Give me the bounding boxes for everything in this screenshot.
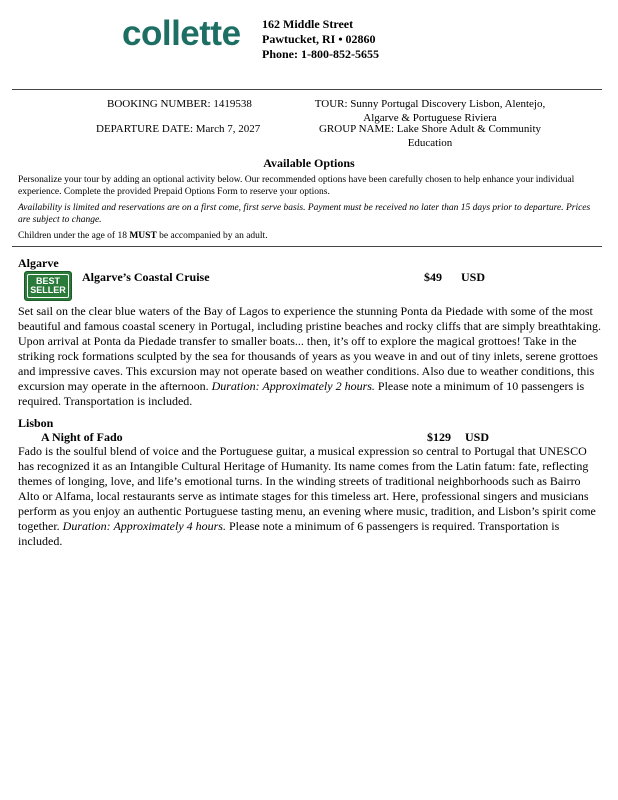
availability-note: Availability is limited and reservations are on a first come, first serve basis. Payment must be received no later than 15 days prior to departure. Prices are subject to change. (18, 203, 591, 225)
section-lisbon: Lisbon (18, 416, 54, 430)
available-options-title: Available Options (263, 156, 355, 170)
activity-name-coastal-cruise: Algarve’s Coastal Cruise (82, 270, 210, 284)
activity-currency-fado: USD (465, 430, 490, 444)
desc-body: Fado is the soulful blend of voice and the Portuguese guitar, a musical expression so central to Portugal that UNESCO has recognized it as an Intangible Cultural Heritage of Humanity. Its name comes from the Latin fatum: fate, reflecting themes of longing, love, and life’s emotional turns. In the winding streets of traditional neighborhoods such as Bairro Alto or Alfama, local restaurants serve as intimate stages for this timeless art. Here, professional singers and musicians perform as you enjoy an authentic Portuguese tasting menu, an evening where music, tradition, and Lisbon’s spirit come together. (18, 444, 596, 533)
section-algarve: Algarve (18, 256, 59, 270)
activity-name-fado: A Night of Fado (41, 430, 123, 444)
children-note-must: MUST (129, 231, 157, 241)
collette-logo (122, 14, 241, 54)
tour-line-2: Algarve & Portuguese Riviera (363, 112, 497, 124)
children-note-pre: Children under the age of 18 (18, 231, 130, 241)
options-intro: Personalize your tour by adding an optional activity below. Our recommended options have been carefully chosen to help enhance your individual experience. Complete the provided Prepaid Options Form to reserve your options. (18, 175, 575, 197)
group-name (300, 122, 560, 150)
desc-tail: Please note a minimum of 6 passengers is required. Transportation is included. (18, 519, 560, 548)
desc-duration: Duration: Approximately 4 hours. (62, 519, 226, 533)
desc-tail: Please note a minimum of 10 passengers is required. Transportation is included. (18, 379, 585, 408)
logo-wordmark: collette (122, 14, 241, 53)
header-divider (12, 89, 602, 90)
address-street: 162 Middle Street (262, 17, 354, 31)
tour-line-1: TOUR: Sunny Portugal Discovery Lisbon, Alentejo, (314, 98, 546, 110)
activity-price-fado: $129 (427, 430, 451, 444)
activity-description-coastal-cruise (18, 304, 604, 409)
booking-number: BOOKING NUMBER: 1419538 (107, 98, 252, 110)
children-note (18, 230, 598, 242)
company-phone: Phone: 1-800-852-5655 (262, 47, 379, 61)
group-line-1: GROUP NAME: Lake Shore Adult & Community (318, 123, 542, 135)
desc-body: Set sail on the clear blue waters of the Bay of Lagos to experience the stunning Ponta da Piedade with some of the most beautiful and famous coastal scenery in Portugal, including pristine beaches and rocky cliffs that are simply breathtaking. Upon arrival at Ponta da Piedade transfer to smaller boats... then, it’s off to explore the magical grottoes! Take in the striking rock formations sculpted by the sea for thousands of years as you weave in and out of tiny inlets, serene grottoes and impressive caves. This excursion may not operate based on weather conditions. Also due to weather conditions, this excursion may operate in the afternoon. (18, 304, 601, 393)
group-line-2: Education (407, 137, 453, 149)
activity-price-coastal-cruise: $49 (424, 270, 442, 284)
activity-description-fado (18, 444, 604, 549)
options-divider (12, 246, 602, 247)
address-city: Pawtucket, RI • 02860 (262, 32, 376, 46)
badge-line-1: BEST (35, 276, 60, 286)
company-address (262, 17, 379, 62)
best-seller-badge (24, 271, 72, 301)
children-note-post: be accompanied by an adult. (156, 231, 268, 241)
departure-date: DEPARTURE DATE: March 7, 2027 (96, 123, 261, 135)
badge-line-2: SELLER (30, 285, 66, 295)
desc-duration: Duration: Approximately 2 hours. (211, 379, 375, 393)
tour-name (300, 97, 560, 125)
activity-currency-coastal-cruise: USD (461, 270, 486, 284)
